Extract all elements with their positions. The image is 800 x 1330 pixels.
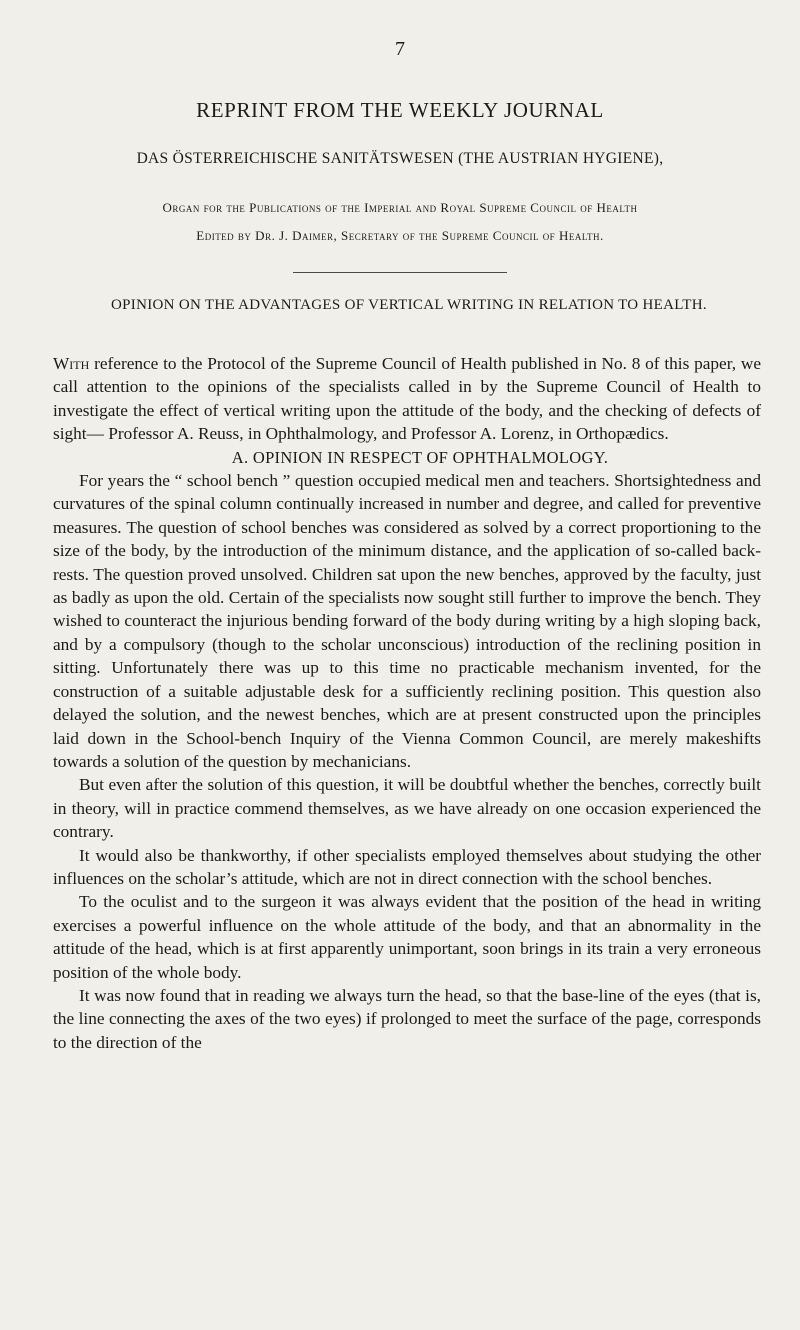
editor-line: Edited by Dr. J. Daimer, Secretary of the Supreme Council of Health. xyxy=(196,228,604,243)
intro-text: reference to the Protocol of the Supreme Council of Health published in No. 8 of this paper, we call attention to the opinions of the specialists called in by the Supreme Council of Health to investigate the effect of vertical writing upon the attitude of the body, and the checking of defects of sight— Professor A. Reuss, in Ophthalmology, and Professor A. Lorenz, in Orthopædics. xyxy=(53,354,761,444)
organ-line: Organ for the Publications of the Imperial and Royal Supreme Council of Health xyxy=(162,200,638,215)
reprint-title: REPRINT FROM THE WEEKLY JOURNAL xyxy=(196,98,604,122)
body-paragraph: It was now found that in reading we always turn the head, so that the base-line of the eyes (that is, the line connecting the axes of the two eyes) if prolonged to meet the surface of the page, corresponds to the direction of the xyxy=(53,985,761,1052)
article-heading: OPINION ON THE ADVANTAGES OF VERTICAL WRITING IN RELATION TO HEALTH. xyxy=(111,297,707,313)
section-heading: A. OPINION IN RESPECT OF OPHTHALMOLOGY. xyxy=(231,447,609,467)
body-paragraph: It would also be thankworthy, if other specialists employed themselves about studying the other influences on the scholar’s attitude, which are not in direct connection with the school benches. xyxy=(53,845,761,888)
article-body xyxy=(53,352,761,1054)
journal-name: DAS ÖSTERREICHISCHE SANITÄTSWESEN (THE AUSTRIAN HYGIENE), xyxy=(136,150,664,167)
body-paragraph: But even after the solution of this question, it will be doubtful whether the benches, correctly built in theory, will in practice commend themselves, as we have already on one occasion experienced the contrary. xyxy=(53,775,761,842)
divider-rule xyxy=(293,272,507,273)
intro-lead-word: With xyxy=(53,354,90,373)
body-paragraph: For years the “ school bench ” question occupied medical men and teachers. Shortsightedness and curvatures of the spinal column continually increased in number and degree, and called for preventive measures. The question of school benches was considered as solved by a correct proportioning to the size of the body, by the introduction of the minimum distance, and the application of so-called back-rests. The question proved unsolved. Children sat upon the new benches, approved by the faculty, just as badly as upon the old. Certain of the specialists now sought still further to improve the bench. They wished to counteract the injurious bending forward of the body during writing by a high sloping back, and by a compulsory (though to the scholar unconscious) introduction of the reclining position in sitting. Unfortunately there was up to this time no practicable mechanism invented, for the construction of a suitable adjustable desk for a sufficiently reclining position. This question also delayed the solution, and the newest benches, which are at present constructed upon the principles laid down in the School-bench Inquiry of the Vienna Common Council, are merely makeshifts towards a solution of the question by mechanicians. xyxy=(53,471,761,771)
body-paragraph: To the oculist and to the surgeon it was always evident that the position of the head in writing exercises a powerful influence on the whole attitude of the body, and that an abnormality in the attitude of the head, which is at first apparently unimportant, soon brings in its train a very erroneous position of the whole body. xyxy=(53,892,761,982)
intro-paragraph xyxy=(53,352,761,446)
page-number: 7 xyxy=(395,38,405,60)
